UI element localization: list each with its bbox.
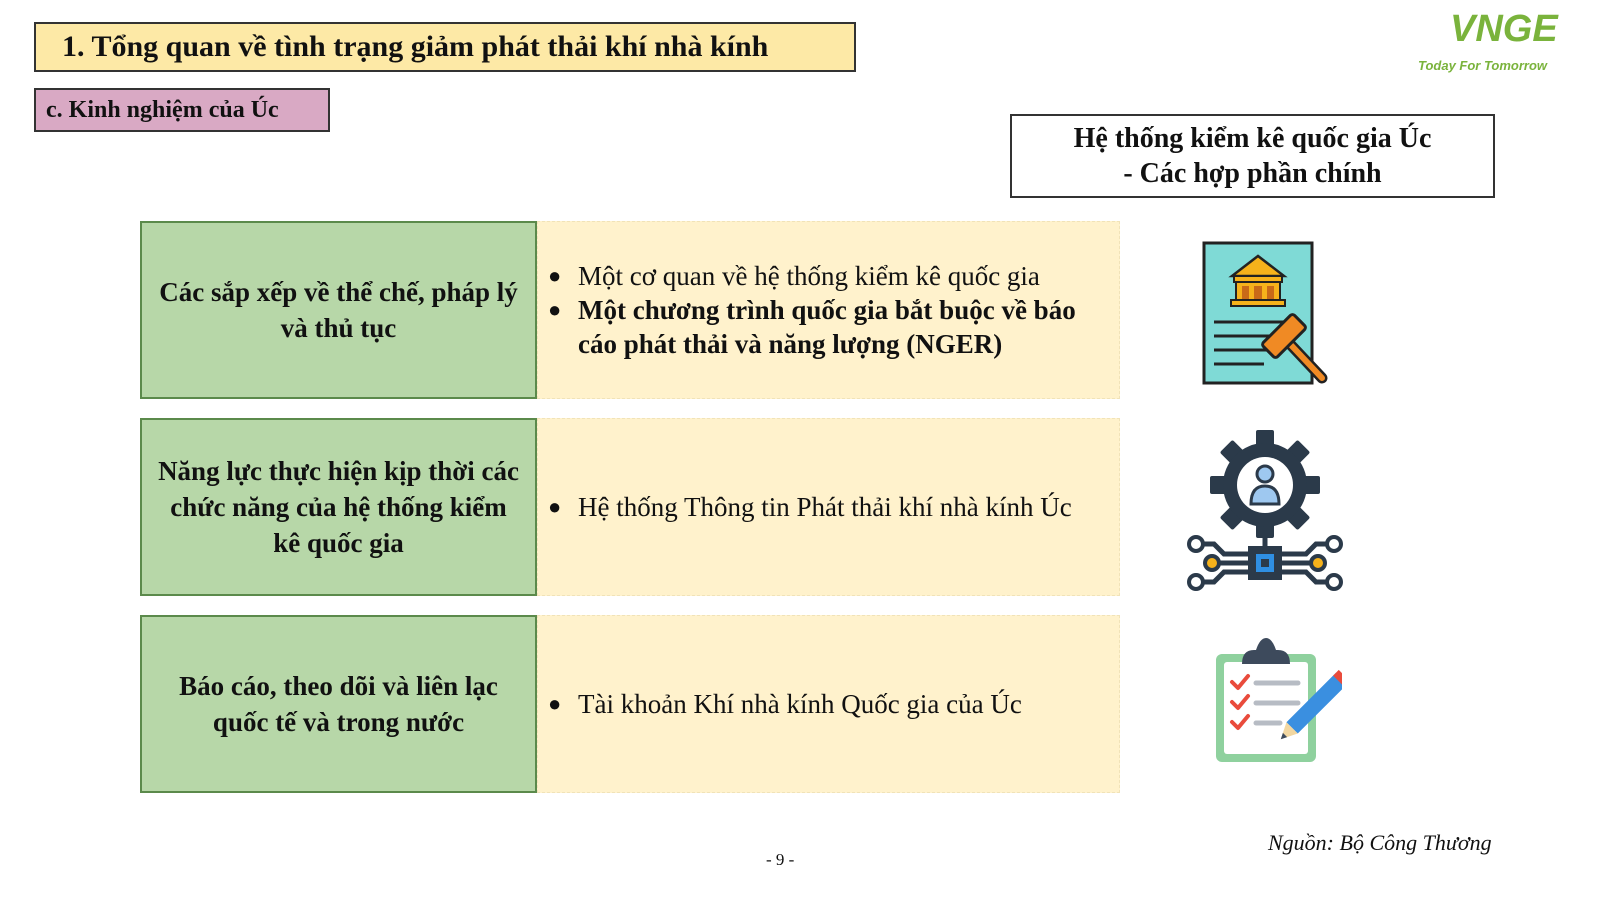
- row-details: [537, 418, 1120, 596]
- section-subtitle: c. Kinh nghiệm của Úc: [34, 88, 330, 132]
- row-heading: Báo cáo, theo dõi và liên lạc quốc tế và trong nước: [140, 615, 537, 793]
- bullet-item: [548, 293, 1119, 361]
- component-row-1: [140, 221, 1120, 399]
- page-number: - 9 -: [766, 850, 795, 869]
- bullet-item: [548, 259, 1119, 293]
- bullet-text: Một cơ quan về hệ thống kiểm kê quốc gia: [578, 261, 1040, 291]
- row-heading: Các sắp xếp về thể chế, pháp lý và thủ tục: [140, 221, 537, 399]
- component-row-2: [140, 418, 1120, 596]
- bullet-text: Hệ thống Thông tin Phát thải khí nhà kính Úc: [578, 492, 1072, 522]
- clipboard-checklist-pencil-icon: [1210, 636, 1342, 768]
- bullet-text: Tài khoản Khí nhà kính Quốc gia của Úc: [578, 689, 1022, 719]
- bullet-dot-icon: ●: [548, 494, 562, 519]
- bullet-item: [548, 490, 1119, 524]
- bullet-item: [548, 687, 1119, 721]
- system-title-box: [1010, 114, 1495, 198]
- gear-user-network-icon: [1182, 428, 1348, 596]
- row-details: [537, 221, 1120, 399]
- vnge-logo: [1408, 4, 1568, 84]
- row-details: [537, 615, 1120, 793]
- source-citation: Nguồn: Bộ Công Thương: [1268, 830, 1492, 855]
- logo-tagline: Today For Tomorrow: [1418, 58, 1548, 73]
- system-title-line1: Hệ thống kiểm kê quốc gia Úc: [1073, 123, 1432, 154]
- bullet-text: Một chương trình quốc gia bắt buộc về báo cáo phát thải và năng lượng (NGER): [578, 295, 1076, 359]
- bullet-dot-icon: ●: [548, 263, 562, 288]
- system-title-line2: - Các hợp phần chính: [1123, 158, 1382, 189]
- bullet-dot-icon: ●: [548, 297, 562, 322]
- bullet-dot-icon: ●: [548, 691, 562, 716]
- slide-title: 1. Tổng quan về tình trạng giảm phát thải khí nhà kính: [34, 22, 856, 72]
- legal-document-gavel-icon: [1198, 238, 1332, 390]
- logo-mark: VNGE: [1450, 8, 1558, 50]
- row-heading: Năng lực thực hiện kịp thời các chức năng của hệ thống kiểm kê quốc gia: [140, 418, 537, 596]
- component-row-3: [140, 615, 1120, 793]
